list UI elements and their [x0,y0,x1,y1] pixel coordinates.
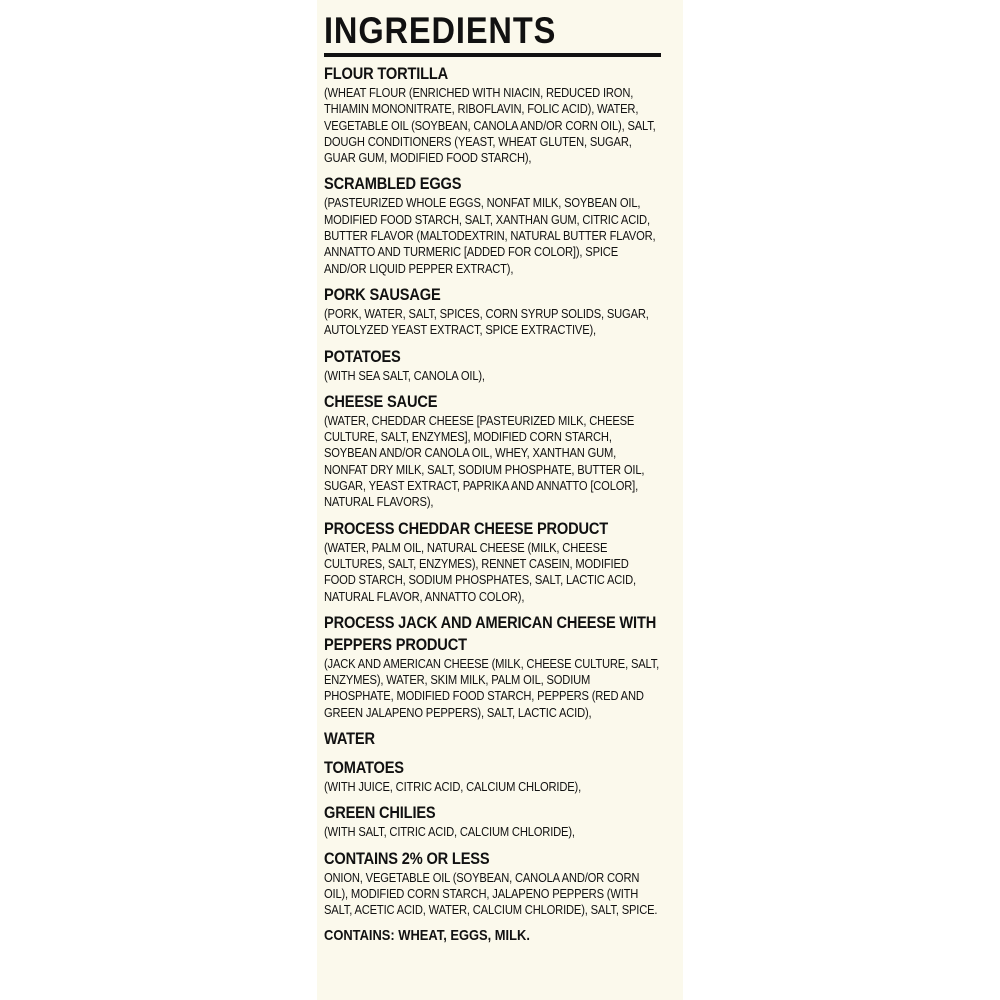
ingredient-text: ONION, VEGETABLE OIL (SOYBEAN, CANOLA AND/OR CORN OIL), MODIFIED CORN STARCH, JALAPENO PEPPERS (WITH SALT, ACETIC ACID, WATER, CALCIUM CHLORIDE), SALT, SPICE. [324,869,658,918]
ingredient-heading: FLOUR TORTILLA [324,64,449,83]
ingredient-section-green-chilies [324,802,664,840]
ingredient-heading: TOMATOES [324,758,404,778]
ingredient-text: (PORK, WATER, SALT, SPICES, CORN SYRUP SOLIDS, SUGAR, AUTOLYZED YEAST EXTRACT, SPICE EXTRACTIVE), [324,305,649,338]
ingredient-section-scrambled-eggs [324,173,664,276]
ingredients-title: INGREDIENTS [324,10,557,51]
ingredient-heading: POTATOES [324,346,401,366]
ingredient-text: (WHEAT FLOUR (ENRICHED WITH NIACIN, REDUCED IRON, THIAMIN MONONITRATE, RIBOFLAVIN, FOLIC ACID), WATER, VEGETABLE OIL (SOYBEAN, CANOLA AND/OR CORN OIL), SALT, DOUGH CONDITIONERS (YEAST, WHEAT GLUTEN, SUGAR, GUAR GUM, MODIFIED FOOD STARCH), [324,85,656,166]
ingredient-text: (WATER, PALM OIL, NATURAL CHEESE (MILK, CHEESE CULTURES, SALT, ENZYMES), RENNET CASEIN, MODIFIED FOOD STARCH, SODIUM PHOSPHATES, SALT, LACTIC ACID, NATURAL FLAVOR, ANNATTO COLOR), [324,539,636,604]
ingredient-heading: CHEESE SAUCE [324,391,438,411]
ingredient-section-pork-sausage [324,284,664,339]
ingredient-heading: PROCESS JACK AND AMERICAN CHEESE WITH PEPPERS PRODUCT [324,612,657,654]
ingredient-section-cheese-sauce [324,391,664,511]
ingredients-content [324,10,664,946]
ingredient-heading: CONTAINS 2% OR LESS [324,848,490,868]
ingredient-section-contains-2-percent [324,848,664,919]
ingredient-section-process-cheddar [324,518,664,605]
ingredients-panel [317,0,683,1000]
ingredient-heading: PORK SAUSAGE [324,284,441,304]
ingredient-heading: PROCESS CHEDDAR CHEESE PRODUCT [324,518,609,538]
title-divider [324,53,661,57]
ingredient-heading: SCRAMBLED EGGS [324,174,462,194]
ingredient-section-process-jack-american [324,612,664,721]
ingredient-text: (WITH SEA SALT, CANOLA OIL), [324,367,485,383]
ingredient-text: (JACK AND AMERICAN CHEESE (MILK, CHEESE CULTURE, SALT, ENZYMES), WATER, SKIM MILK, PALM OIL, SODIUM PHOSPHATE, MODIFIED FOOD STARCH, PEPPERS (RED AND GREEN JALAPENO PEPPERS), SALT, LACTIC ACID), [324,655,660,720]
ingredient-section-potatoes [324,346,664,384]
ingredient-section-tomatoes [324,757,664,795]
allergen-statement: CONTAINS: WHEAT, EGGS, MILK. [324,926,530,944]
ingredient-text: (PASTEURIZED WHOLE EGGS, NONFAT MILK, SOYBEAN OIL, MODIFIED FOOD STARCH, SALT, XANTHAN GUM, CITRIC ACID, BUTTER FLAVOR (MALTODEXTRIN, NATURAL BUTTER FLAVOR, ANNATTO AND TURMERIC [ADDED FOR COLOR]), SPICE AND/OR LIQUID PEPPER EXTRACT), [324,195,656,276]
ingredient-section-water [324,728,664,750]
ingredient-text: (WATER, CHEDDAR CHEESE [PASTEURIZED MILK, CHEESE CULTURE, SALT, ENZYMES], MODIFIED CORN STARCH, SOYBEAN AND/OR CANOLA OIL, WHEY, XANTHAN GUM, NONFAT DRY MILK, SALT, SODIUM PHOSPHATE, BUTTER OIL, SUGAR, YEAST EXTRACT, PAPRIKA AND ANNATTO [COLOR], NATURAL FLAVORS), [324,412,645,510]
ingredient-heading: GREEN CHILIES [324,803,436,823]
ingredient-heading: WATER [324,729,375,749]
ingredient-section-flour-tortilla [324,63,664,166]
ingredient-text: (WITH SALT, CITRIC ACID, CALCIUM CHLORIDE), [324,824,575,840]
ingredient-text: (WITH JUICE, CITRIC ACID, CALCIUM CHLORIDE), [324,779,582,795]
